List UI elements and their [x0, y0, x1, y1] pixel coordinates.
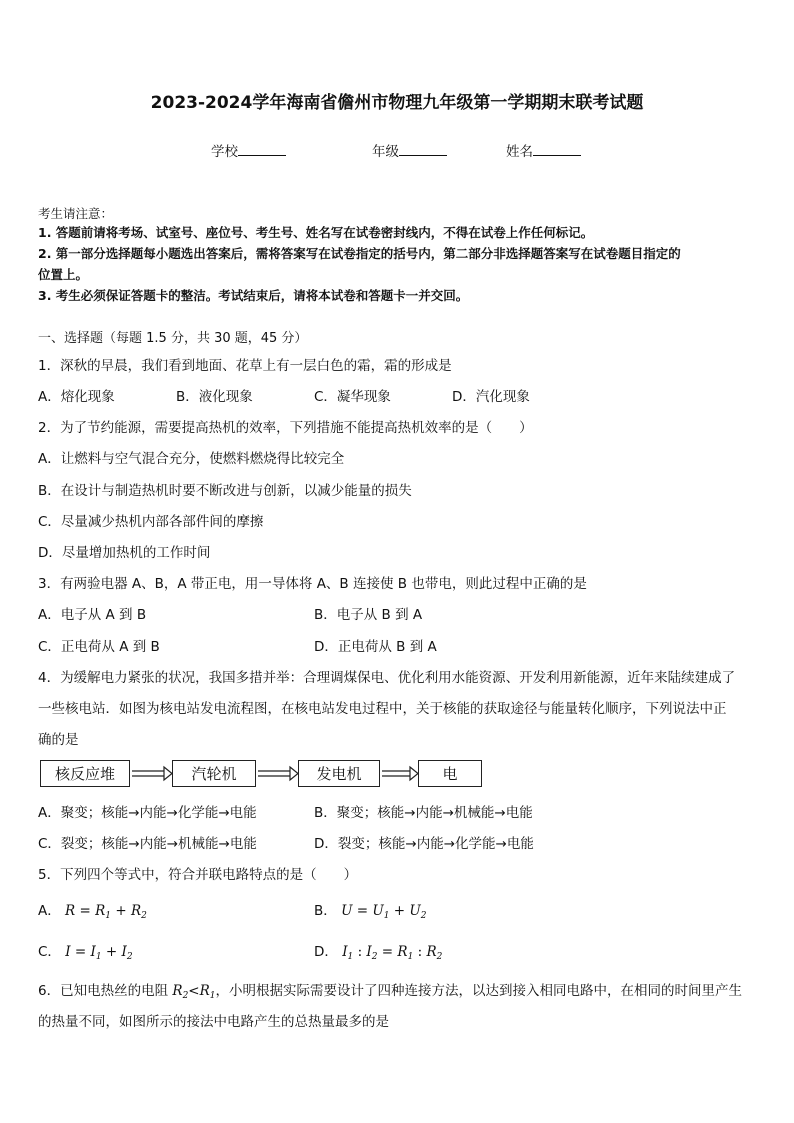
q5-option-a	[38, 899, 147, 921]
q4-option-b: B．聚变；核能→内能→机械能→电能	[314, 805, 533, 821]
q5-option-b	[314, 899, 427, 921]
q3-option-d: D．正电荷从 B 到 A	[314, 639, 437, 655]
flow-box-turbine: 汽轮机	[172, 760, 256, 787]
q2-option-b: B．在设计与制造热机时要不断改进与创新，以减少能量的损失	[38, 483, 412, 499]
question-6-line-1	[38, 979, 742, 1001]
q5-formula-a: $R = R_1 + R_2$	[65, 903, 147, 921]
question-1: 1．深秋的早晨，我们看到地面、花草上有一层白色的霜，霜的形成是	[38, 358, 452, 374]
question-4-line-2: 一些核电站．如图为核电站发电流程图，在核电站发电过程中，关于核能的获取途径与能量转化顺序，下列说法中正	[38, 701, 727, 717]
note-3: 3. 考生必须保证答题卡的整洁。考试结束后，请将本试卷和答题卡一并交回。	[38, 288, 469, 303]
q1-option-d: D．汽化现象	[452, 389, 530, 405]
grade-field	[372, 140, 447, 160]
name-label: 姓名	[506, 144, 533, 160]
flow-arrow-1-icon	[132, 767, 172, 780]
q2-option-c: C．尽量减少热机内部各部件间的摩擦	[38, 514, 264, 530]
q3-option-a: A．电子从 A 到 B	[38, 607, 147, 623]
q5-option-c	[38, 940, 133, 962]
q6-r2: $R_2$	[172, 983, 189, 1001]
q5-formula-d: $I_1$ : $I_2 = R_1$ : $R_2$	[342, 944, 443, 962]
q3-option-b: B．电子从 B 到 A	[314, 607, 423, 623]
q4-option-d: D．裂变；核能→内能→化学能→电能	[314, 836, 534, 852]
q1-option-c: C．凝华现象	[314, 389, 391, 405]
name-field	[506, 140, 581, 160]
question-4-line-1: 4．为缓解电力紧张的状况，我国多措并举：合理调煤保电、优化利用水能资源、开发利用新能源，近年来陆续建成了	[38, 670, 736, 686]
notes-title: 考生请注意：	[38, 206, 114, 221]
q3-option-c: C．正电荷从 A 到 B	[38, 639, 160, 655]
question-2: 2．为了节约能源，需要提高热机的效率，下列措施不能提高热机效率的是（ ）	[38, 420, 533, 436]
q5-option-d	[314, 940, 442, 962]
school-field	[211, 140, 286, 160]
flow-arrow-3-icon	[382, 767, 418, 780]
section-heading: 一、选择题（每题 1.5 分，共 30 题，45 分）	[38, 331, 308, 346]
note-2: 2. 第一部分选择题每小题选出答案后，需将答案写在试卷指定的括号内，第二部分非选择题答案写在试卷题目指定的	[38, 246, 681, 261]
q5-formula-c: $I = I_1 + I_2$	[65, 944, 133, 962]
flow-box-reactor: 核反应堆	[40, 760, 130, 787]
question-4-line-3: 确的是	[38, 732, 79, 748]
q4-option-c: C．裂变；核能→内能→机械能→电能	[38, 836, 257, 852]
page-title: 2023-2024学年海南省儋州市物理九年级第一学期期末联考试题	[150, 93, 644, 113]
flow-arrow-2-icon	[258, 767, 298, 780]
q5-option-a-label: A．	[38, 903, 61, 919]
question-5: 5．下列四个等式中，符合并联电路特点的是（ ）	[38, 867, 358, 883]
grade-blank	[399, 143, 447, 156]
note-1: 1. 答题前请将考场、试室号、座位号、考生号、姓名写在试卷密封线内，不得在试卷上作任何标记。	[38, 225, 594, 240]
flow-arrows	[0, 760, 794, 790]
q6-pre: 6．已知电热丝的电阻	[38, 983, 173, 999]
q1-option-a: A．熔化现象	[38, 389, 115, 405]
q6-lt: <	[188, 983, 200, 999]
grade-label: 年级	[372, 144, 399, 160]
name-blank	[533, 143, 581, 156]
q2-option-d: D．尽量增加热机的工作时间	[38, 545, 211, 561]
flow-box-generator: 发电机	[298, 760, 380, 787]
school-blank	[238, 143, 286, 156]
school-label: 学校	[211, 144, 238, 160]
q5-option-c-label: C．	[38, 944, 61, 960]
q4-option-a: A．聚变；核能→内能→化学能→电能	[38, 805, 257, 821]
question-3: 3．有两验电器 A、B，A 带正电，用一导体将 A、B 连接使 B 也带电，则此过程中正确的是	[38, 576, 587, 592]
question-6-line-2: 的热量不同，如图所示的接法中电路产生的总热量最多的是	[38, 1014, 389, 1030]
note-2-cont: 位置上。	[38, 267, 89, 282]
q6-r1: $R_1$	[199, 983, 216, 1001]
flow-box-electricity: 电	[418, 760, 482, 787]
q5-formula-b: $U = U_1 + U_2$	[341, 903, 427, 921]
q5-option-d-label: D．	[314, 944, 338, 960]
q6-mid: ，小明根据实际需要设计了四种连接方法，以达到接入相同电路中，在相同的时间里产生	[215, 983, 743, 999]
q5-option-b-label: B．	[314, 903, 337, 919]
q2-option-a: A．让燃料与空气混合充分，使燃料燃烧得比较完全	[38, 451, 345, 467]
q1-option-b: B．液化现象	[176, 389, 253, 405]
